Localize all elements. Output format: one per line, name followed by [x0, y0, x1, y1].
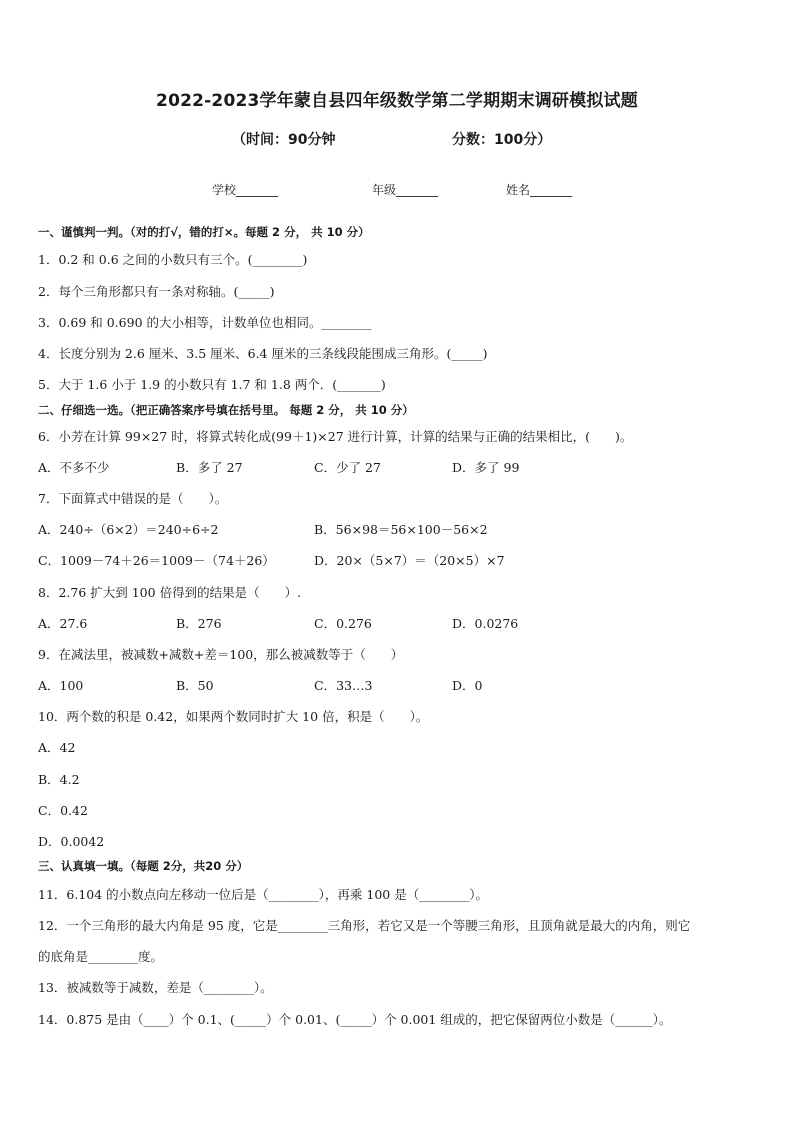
section-2-heading: 二、仔细选一选。（把正确答案序号填在括号里。 每题 2 分， 共 10 分）	[38, 403, 414, 417]
q10-option-d: D．0.0042	[38, 834, 105, 849]
q10-option-b: B．4.2	[38, 772, 80, 787]
q8-option-d: D．0.0276	[452, 616, 519, 631]
q8-option-c: C．0.276	[314, 616, 372, 631]
question-1: 1．0.2 和 0.6 之间的小数只有三个。(________)	[38, 252, 308, 267]
question-12-cont: 的底角是________度。	[38, 949, 164, 964]
question-5: 5．大于 1.6 小于 1.9 的小数只有 1.7 和 1.8 两个．(_______)	[38, 377, 386, 392]
question-6: 6．小芳在计算 99×27 时，将算式转化成(99＋1)×27 进行计算，计算的结果与正确的结果相比，( )。	[38, 429, 633, 444]
exam-score: 分数：100分）	[452, 132, 552, 148]
page-title: 2022-2023学年蒙自县四年级数学第二学期期末调研模拟试题	[156, 91, 638, 111]
question-13: 13．被减数等于减数，差是（________）。	[38, 980, 273, 995]
q8-option-b: B．276	[176, 616, 222, 631]
section-3-heading: 三、认真填一填。（每题 2分，共20 分）	[38, 859, 249, 873]
grade-field: 年级_______	[372, 183, 439, 197]
q6-option-d: D．多了 99	[452, 460, 520, 475]
school-field: 学校_______	[212, 183, 279, 197]
question-2: 2．每个三角形都只有一条对称轴。(_____)	[38, 284, 275, 299]
q9-option-a: A．100	[38, 678, 84, 693]
q10-option-c: C．0.42	[38, 803, 88, 818]
q9-option-c: C．33…3	[314, 678, 373, 693]
question-11: 11．6.104 的小数点向左移动一位后是（________），再乘 100 是（________）。	[38, 887, 488, 902]
question-14: 14．0.875 是由（____）个 0.1、(_____）个 0.01、(_____）个 0.001 组成的，把它保留两位小数是（______）。	[38, 1012, 672, 1027]
exam-time: （时间：90分钟	[232, 132, 336, 148]
question-10: 10．两个数的积是 0.42，如果两个数同时扩大 10 倍，积是（ ）。	[38, 709, 429, 724]
q10-option-a: A．42	[38, 740, 76, 755]
question-8: 8．2.76 扩大到 100 倍得到的结果是（ ）.	[38, 585, 302, 600]
q6-option-b: B．多了 27	[176, 460, 243, 475]
q6-option-c: C．少了 27	[314, 460, 381, 475]
q9-option-b: B．50	[176, 678, 214, 693]
q8-option-a: A．27.6	[38, 616, 88, 631]
q7-option-c: C．1009－74＋26＝1009－（74＋26）	[38, 553, 275, 568]
question-3: 3．0.69 和 0.690 的大小相等，计数单位也相同。________	[38, 315, 372, 330]
q7-option-b: B．56×98＝56×100－56×2	[314, 522, 488, 537]
question-4: 4．长度分别为 2.6 厘米、3.5 厘米、6.4 厘米的三条线段能围成三角形。(_____)	[38, 346, 488, 361]
q7-option-d: D．20×（5×7）＝（20×5）×7	[314, 553, 505, 568]
section-1-heading: 一、谨慎判一判。（对的打√，错的打×。每题 2 分， 共 10 分）	[38, 225, 370, 239]
question-7: 7．下面算式中错误的是（ ）。	[38, 491, 228, 506]
q6-option-a: A．不多不少	[38, 460, 110, 475]
name-field: 姓名_______	[506, 183, 573, 197]
question-9: 9．在减法里，被减数+减数+差＝100，那么被减数等于（ ）	[38, 647, 404, 662]
q9-option-d: D．0	[452, 678, 483, 693]
question-12: 12．一个三角形的最大内角是 95 度，它是________三角形，若它又是一个等腰三角形，且顶角就是最大的内角，则它	[38, 918, 691, 933]
q7-option-a: A．240÷（6×2）＝240÷6÷2	[38, 522, 219, 537]
